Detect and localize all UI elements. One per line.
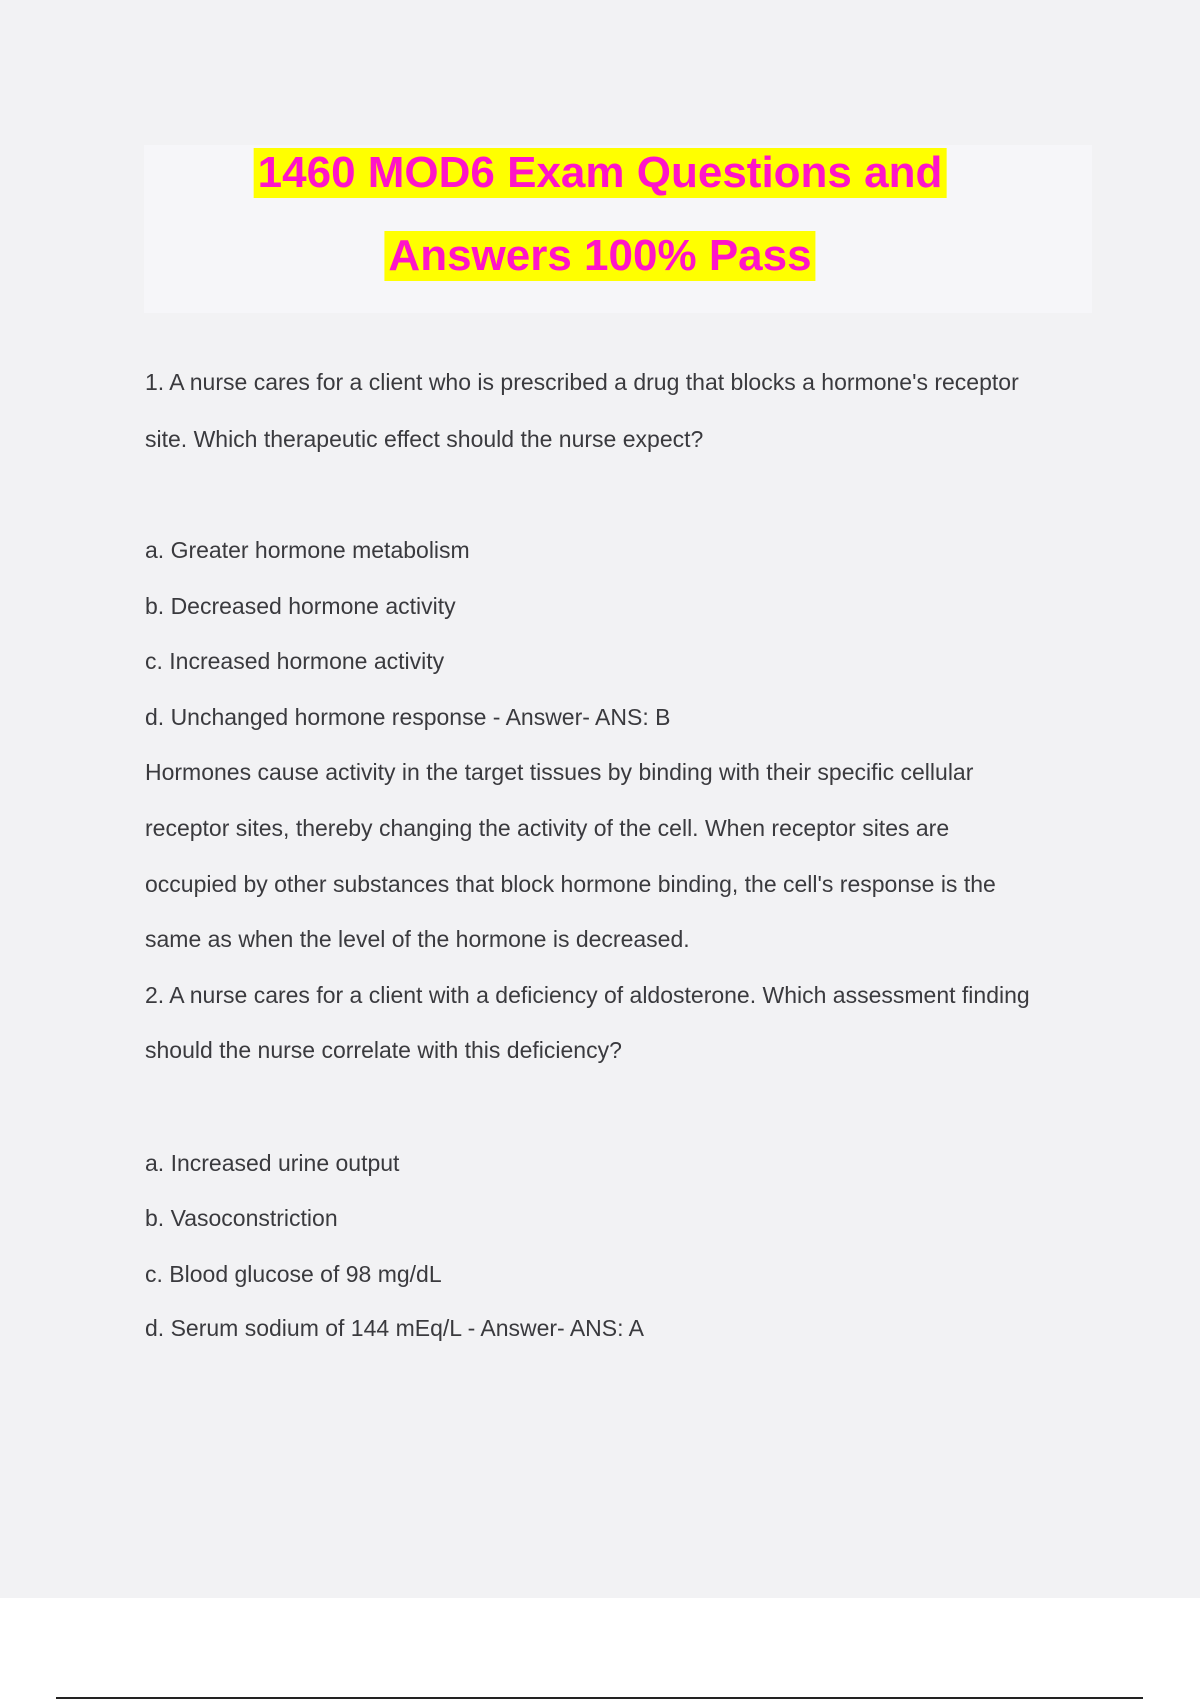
question-1-option-b: b. Decreased hormone activity (145, 593, 456, 619)
question-2-option-c: c. Blood glucose of 98 mg/dL (145, 1261, 442, 1287)
question-1-stem-line-1: 1. A nurse cares for a client who is prescribed a drug that blocks a hormone's receptor (145, 369, 1019, 395)
rationale-1-line-2: receptor sites, thereby changing the activity of the cell. When receptor sites are (145, 815, 950, 841)
footer-divider (56, 1697, 1143, 1699)
document-title-line-1: 1460 MOD6 Exam Questions and (254, 148, 947, 198)
rationale-1-line-4: same as when the level of the hormone is decreased. (145, 926, 690, 952)
question-2-option-a: a. Increased urine output (145, 1150, 400, 1176)
question-2-option-b: b. Vasoconstriction (145, 1205, 338, 1231)
rationale-1-line-1: Hormones cause activity in the target tissues by binding with their specific cellular (145, 759, 974, 785)
question-1-option-d-answer: d. Unchanged hormone response - Answer- ANS: B (145, 704, 671, 730)
question-1-stem-line-2: site. Which therapeutic effect should the nurse expect? (145, 426, 704, 452)
question-1-option-a: a. Greater hormone metabolism (145, 537, 470, 563)
document-title-line-2: Answers 100% Pass (384, 231, 815, 281)
rationale-1-line-3: occupied by other substances that block hormone binding, the cell's response is the (145, 871, 996, 897)
question-2-option-d-answer: d. Serum sodium of 144 mEq/L - Answer- ANS: A (145, 1315, 644, 1341)
question-2-stem-line-1: 2. A nurse cares for a client with a deficiency of aldosterone. Which assessment finding (145, 982, 1030, 1008)
question-2-stem-line-2: should the nurse correlate with this deficiency? (145, 1037, 622, 1063)
question-1-option-c: c. Increased hormone activity (145, 648, 445, 674)
